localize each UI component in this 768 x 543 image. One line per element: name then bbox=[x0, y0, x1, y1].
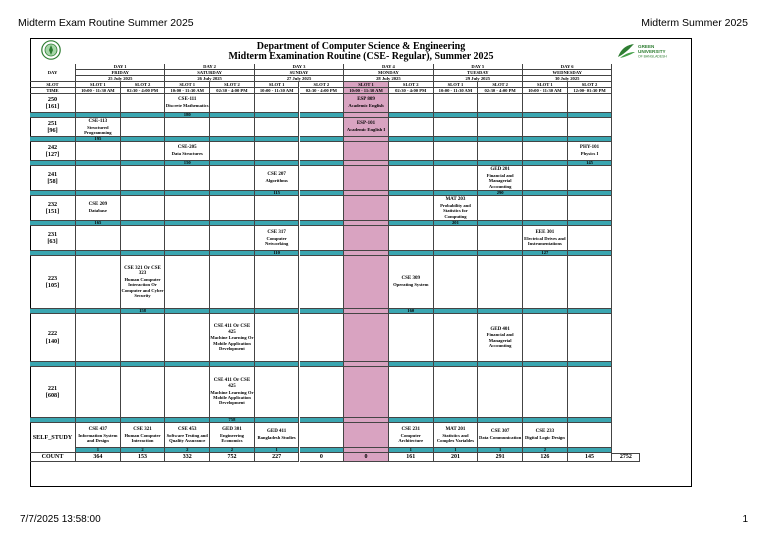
exam-student-count: 115 bbox=[255, 191, 300, 196]
empty-cell bbox=[300, 166, 345, 191]
empty-cell bbox=[434, 118, 479, 137]
empty-cell bbox=[255, 142, 300, 161]
batch-number: 241 bbox=[47, 170, 58, 178]
course-code: EEE 301 bbox=[535, 229, 555, 235]
empty-cell bbox=[568, 226, 613, 251]
time-label: 02:30 - 4:00 PM bbox=[210, 88, 255, 94]
course-title: Computer Networking bbox=[265, 235, 289, 246]
exam-student-count: 290 bbox=[478, 191, 523, 196]
exam-cell bbox=[165, 142, 210, 161]
course-title: Digital Logic Design bbox=[524, 435, 565, 441]
course-title: Machine Learning Or Mobile Application Development bbox=[210, 389, 254, 406]
empty-cell bbox=[121, 314, 166, 362]
empty-cell bbox=[389, 314, 434, 362]
time-label: 02:30 - 4:00 PM bbox=[478, 88, 523, 94]
batch-number: 221 bbox=[47, 384, 58, 392]
empty-cell bbox=[255, 196, 300, 221]
time-label: 02:30 - 4:00 PM bbox=[121, 88, 166, 94]
batch-number: 231 bbox=[47, 230, 58, 238]
course-title: Human Computer Interaction Or Computer and Cyber Security bbox=[121, 277, 164, 299]
empty-cell bbox=[568, 423, 613, 448]
empty-cell bbox=[76, 94, 121, 113]
course-title: Financial and Managerial Accounting bbox=[486, 332, 514, 349]
batch-student-count: [127] bbox=[45, 151, 60, 158]
time-label: 02:30 - 4:00 PM bbox=[300, 88, 345, 94]
exam-student-count: 150 bbox=[165, 161, 210, 166]
empty-cell bbox=[389, 196, 434, 221]
exam-cell bbox=[434, 196, 479, 221]
routine-sheet bbox=[30, 38, 706, 502]
empty-cell bbox=[255, 256, 300, 309]
self-study-cell bbox=[523, 423, 568, 448]
batch-label bbox=[30, 166, 76, 191]
empty-cell bbox=[210, 226, 255, 251]
time-label: 10:00 - 11:30 AM bbox=[523, 88, 568, 94]
course-title: Engineering Economics bbox=[219, 432, 244, 443]
course-title: Computer Architecture bbox=[398, 432, 424, 443]
slot-header-label: SLOT bbox=[30, 82, 76, 88]
exam-student-count: 127 bbox=[523, 251, 568, 256]
course-title: Operating System bbox=[393, 282, 429, 288]
empty-cell bbox=[568, 118, 613, 137]
batch-label bbox=[30, 94, 76, 113]
empty-cell bbox=[121, 226, 166, 251]
course-title: Information System and Design bbox=[78, 432, 118, 443]
count-value: 752 bbox=[210, 453, 255, 462]
empty-cell bbox=[121, 142, 166, 161]
batch-number: 222 bbox=[47, 330, 58, 338]
day-weekday: MONDAY bbox=[344, 70, 433, 76]
empty-cell bbox=[478, 226, 523, 251]
course-title: Structured Programming bbox=[84, 124, 112, 135]
time-header-label: TIME bbox=[30, 88, 76, 94]
course-code: GED 411 bbox=[266, 429, 287, 435]
time-label: 10:00 - 11:30 AM bbox=[434, 88, 479, 94]
course-code: GED 401 bbox=[490, 326, 510, 332]
empty-cell bbox=[300, 142, 345, 161]
slot-label: SLOT 2 bbox=[121, 82, 166, 88]
routine-title: Midterm Examination Routine (CSE- Regular), Summer 2025 bbox=[228, 51, 494, 62]
empty-cell bbox=[478, 367, 523, 418]
exam-cell bbox=[478, 166, 523, 191]
batch-label bbox=[30, 367, 76, 418]
count-value: 145 bbox=[568, 453, 613, 462]
course-title: Statistics and Complex Variables bbox=[436, 432, 474, 443]
empty-cell bbox=[300, 196, 345, 221]
batch-label bbox=[30, 118, 76, 137]
svg-text:OF BANGLADESH: OF BANGLADESH bbox=[638, 54, 667, 59]
course-code: CSE-113 bbox=[88, 118, 108, 124]
day-weekday: WEDNESDAY bbox=[523, 70, 612, 76]
exam-student-count: 110 bbox=[255, 251, 300, 256]
print-footer-left: 7/7/2025 13:58:00 bbox=[20, 514, 101, 525]
count-value: 291 bbox=[478, 453, 523, 462]
course-title: Probability and Statistics for Computing bbox=[440, 202, 471, 219]
empty-cell bbox=[523, 367, 568, 418]
course-title: Discrete Mathematics bbox=[165, 103, 209, 109]
course-code: CSE 411 Or CSE 425 bbox=[213, 323, 251, 335]
count-value: 227 bbox=[255, 453, 300, 462]
count-value: 0 bbox=[300, 453, 345, 462]
empty-cell bbox=[523, 256, 568, 309]
empty-cell bbox=[210, 166, 255, 191]
course-code: MAT 201 bbox=[445, 426, 466, 432]
slot-label: SLOT 2 bbox=[478, 82, 523, 88]
count-value: 332 bbox=[165, 453, 210, 462]
self-study-student-count: 2 bbox=[523, 448, 568, 453]
empty-cell bbox=[389, 118, 434, 137]
empty-cell bbox=[523, 94, 568, 113]
day-date: 30 July 2025 bbox=[523, 76, 612, 82]
day-weekday: SUNDAY bbox=[255, 70, 344, 76]
course-title: Financial and Managerial Accounting bbox=[486, 172, 514, 189]
empty-cell bbox=[165, 118, 210, 137]
empty-cell bbox=[255, 367, 300, 418]
empty-cell bbox=[121, 166, 166, 191]
empty-cell bbox=[344, 196, 389, 221]
day-date: 25 July 2025 bbox=[76, 76, 165, 82]
empty-cell bbox=[344, 166, 389, 191]
exam-student-count: 758 bbox=[210, 418, 255, 423]
course-code: CSE 233 bbox=[535, 429, 555, 435]
course-code: CSE 207 bbox=[267, 172, 286, 178]
course-code: GED 301 bbox=[222, 426, 242, 432]
empty-cell bbox=[523, 196, 568, 221]
empty-cell bbox=[300, 118, 345, 137]
exam-student-count: 195 bbox=[76, 137, 121, 142]
empty-cell bbox=[434, 367, 479, 418]
batch-number: 232 bbox=[47, 200, 58, 208]
batch-student-count: [96] bbox=[47, 127, 58, 134]
batch-student-count: [161] bbox=[45, 103, 60, 110]
day-date: 29 July 2025 bbox=[434, 76, 523, 82]
batch-label bbox=[30, 196, 76, 221]
self-study-cell bbox=[165, 423, 210, 448]
empty-cell bbox=[389, 226, 434, 251]
course-code: CSE 321 Or CSE 323 bbox=[124, 265, 161, 277]
exam-cell bbox=[568, 142, 613, 161]
batch-label bbox=[30, 226, 76, 251]
empty-cell bbox=[300, 226, 345, 251]
slot-label: SLOT 2 bbox=[300, 82, 345, 88]
exam-student-count: 165 bbox=[76, 221, 121, 226]
course-title: Bangladesh Studies bbox=[257, 435, 296, 441]
self-study-label: SELF_STUDY bbox=[30, 423, 76, 453]
day-date: 26 July 2025 bbox=[165, 76, 254, 82]
empty-cell bbox=[210, 256, 255, 309]
empty-cell bbox=[523, 314, 568, 362]
print-header-left: Midterm Exam Routine Summer 2025 bbox=[18, 17, 194, 29]
empty-cell bbox=[121, 94, 166, 113]
empty-cell bbox=[210, 118, 255, 137]
self-study-cell bbox=[121, 423, 166, 448]
self-study-student-count: 1 bbox=[478, 448, 523, 453]
empty-cell bbox=[344, 256, 389, 309]
exam-cell bbox=[389, 256, 434, 309]
exam-student-count: 158 bbox=[121, 309, 166, 314]
empty-cell bbox=[568, 314, 613, 362]
self-study-student-count: 2 bbox=[121, 448, 166, 453]
course-title: Academic English I bbox=[346, 127, 386, 133]
course-code: CSE 321 bbox=[133, 426, 152, 432]
batch-label bbox=[30, 256, 76, 309]
course-code: CSE 411 Or CSE 425 bbox=[213, 378, 251, 390]
slot-label: SLOT 2 bbox=[210, 82, 255, 88]
course-code: CSE 309 bbox=[401, 276, 420, 282]
count-value: 161 bbox=[389, 453, 434, 462]
empty-cell bbox=[121, 367, 166, 418]
exam-student-count: 201 bbox=[434, 221, 479, 226]
day-number: DAY 6 bbox=[523, 64, 612, 70]
svg-text:UNIVERSITY: UNIVERSITY bbox=[638, 49, 666, 54]
course-code: ESP 809 bbox=[357, 97, 375, 103]
empty-cell bbox=[523, 118, 568, 137]
batch-student-count: [63] bbox=[47, 238, 58, 245]
batch-number: 250 bbox=[47, 95, 58, 103]
empty-cell bbox=[568, 367, 613, 418]
empty-cell bbox=[344, 423, 389, 448]
batch-student-count: [608] bbox=[45, 392, 60, 399]
empty-cell bbox=[255, 314, 300, 362]
slot-label: SLOT 2 bbox=[568, 82, 613, 88]
self-study-cell bbox=[389, 423, 434, 448]
time-label: 10:00 - 11:30 AM bbox=[76, 88, 121, 94]
print-footer-right: 1 bbox=[742, 514, 748, 525]
count-value: 364 bbox=[76, 453, 121, 462]
batch-student-count: [105] bbox=[45, 282, 60, 289]
empty-cell bbox=[478, 196, 523, 221]
day-number: DAY 4 bbox=[344, 64, 433, 70]
empty-cell bbox=[434, 94, 479, 113]
empty-cell bbox=[434, 314, 479, 362]
exam-cell bbox=[121, 256, 166, 309]
self-study-cell bbox=[255, 423, 300, 448]
empty-cell bbox=[568, 196, 613, 221]
count-value: 0 bbox=[344, 453, 389, 462]
batch-number: 251 bbox=[47, 119, 58, 127]
course-title: Data Structures bbox=[171, 151, 203, 157]
day-weekday: SATURDAY bbox=[165, 70, 254, 76]
course-code: CSE 231 bbox=[401, 426, 420, 432]
empty-cell bbox=[434, 142, 479, 161]
empty-cell bbox=[344, 226, 389, 251]
empty-cell bbox=[523, 166, 568, 191]
empty-cell bbox=[300, 94, 345, 113]
course-code: MAT 203 bbox=[445, 197, 466, 203]
empty-cell bbox=[165, 314, 210, 362]
course-code: ESP-101 bbox=[356, 121, 376, 127]
empty-cell bbox=[76, 142, 121, 161]
empty-cell bbox=[478, 94, 523, 113]
exam-cell bbox=[76, 196, 121, 221]
time-label: 12:00- 01:30 PM bbox=[568, 88, 613, 94]
course-title: Electrical Drives and Instrumentations bbox=[524, 235, 566, 246]
course-title: Algorithms bbox=[265, 178, 288, 184]
day-weekday: FRIDAY bbox=[76, 70, 165, 76]
self-study-student-count: 1 bbox=[434, 448, 479, 453]
batch-number: 242 bbox=[47, 143, 58, 151]
count-value: 126 bbox=[523, 453, 568, 462]
empty-cell bbox=[568, 256, 613, 309]
day-weekday: TUESDAY bbox=[434, 70, 523, 76]
exam-cell bbox=[523, 226, 568, 251]
count-total: 2752 bbox=[612, 453, 640, 462]
self-study-cell bbox=[76, 423, 121, 448]
course-code: GED 201 bbox=[490, 167, 510, 173]
count-value: 153 bbox=[121, 453, 166, 462]
empty-cell bbox=[76, 367, 121, 418]
empty-cell bbox=[165, 256, 210, 309]
exam-cell bbox=[478, 314, 523, 362]
empty-cell bbox=[210, 142, 255, 161]
batch-label bbox=[30, 314, 76, 362]
empty-cell bbox=[568, 94, 613, 113]
course-title: Physics I bbox=[580, 151, 599, 157]
count-label: COUNT bbox=[30, 453, 76, 462]
self-study-cell bbox=[210, 423, 255, 448]
slot-label: SLOT 1 bbox=[523, 82, 568, 88]
empty-cell bbox=[255, 94, 300, 113]
empty-cell bbox=[300, 423, 345, 448]
empty-cell bbox=[76, 314, 121, 362]
day-number: DAY 5 bbox=[434, 64, 523, 70]
exam-cell bbox=[76, 118, 121, 137]
exam-cell bbox=[255, 226, 300, 251]
empty-cell bbox=[300, 367, 345, 418]
course-code: CSE 453 bbox=[177, 426, 197, 432]
empty-cell bbox=[255, 118, 300, 137]
print-header-right: Midterm Summer 2025 bbox=[641, 17, 748, 29]
course-title: Academic English bbox=[348, 103, 384, 109]
exam-cell bbox=[255, 166, 300, 191]
empty-cell bbox=[478, 118, 523, 137]
exam-student-count: 145 bbox=[568, 161, 613, 166]
course-code: CSE-205 bbox=[177, 145, 197, 151]
self-study-student-count: 2 bbox=[165, 448, 210, 453]
course-code: CSE 317 bbox=[267, 229, 286, 235]
count-value: 201 bbox=[434, 453, 479, 462]
self-study-student-count: 1 bbox=[76, 448, 121, 453]
empty-cell bbox=[210, 196, 255, 221]
course-title: Machine Learning Or Mobile Application Development bbox=[210, 335, 254, 351]
empty-cell bbox=[210, 94, 255, 113]
time-label: 10:00 - 11:30 AM bbox=[344, 88, 389, 94]
empty-cell bbox=[76, 166, 121, 191]
course-title: Database bbox=[88, 208, 107, 214]
exam-cell bbox=[210, 367, 255, 418]
exam-cell bbox=[165, 94, 210, 113]
exam-cell bbox=[344, 118, 389, 137]
empty-cell bbox=[165, 196, 210, 221]
course-title: Human Computer Interaction bbox=[124, 432, 161, 443]
day-date: 28 July 2025 bbox=[344, 76, 433, 82]
empty-cell bbox=[434, 226, 479, 251]
empty-cell bbox=[344, 314, 389, 362]
course-code: CSE 209 bbox=[88, 202, 108, 208]
slot-label: SLOT 1 bbox=[344, 82, 389, 88]
empty-cell bbox=[300, 256, 345, 309]
slot-label: SLOT 1 bbox=[434, 82, 479, 88]
day-header-label: DAY bbox=[30, 64, 76, 82]
self-study-cell bbox=[478, 423, 523, 448]
exam-student-count: 180 bbox=[165, 113, 210, 118]
empty-cell bbox=[300, 314, 345, 362]
day-number: DAY 1 bbox=[76, 64, 165, 70]
empty-cell bbox=[344, 142, 389, 161]
batch-label bbox=[30, 142, 76, 161]
course-title: Data Communication bbox=[479, 435, 522, 441]
empty-cell bbox=[165, 166, 210, 191]
empty-cell bbox=[165, 367, 210, 418]
empty-cell bbox=[568, 166, 613, 191]
svg-text:GREEN: GREEN bbox=[638, 44, 655, 49]
course-code: PHY-101 bbox=[579, 145, 600, 151]
day-number: DAY 2 bbox=[165, 64, 254, 70]
batch-student-count: [151] bbox=[45, 208, 60, 215]
day-date: 27 July 2025 bbox=[255, 76, 344, 82]
batch-student-count: [58] bbox=[47, 178, 58, 185]
slot-label: SLOT 1 bbox=[76, 82, 121, 88]
batch-student-count: [140] bbox=[45, 337, 60, 345]
self-study-cell bbox=[434, 423, 479, 448]
course-code: CSE 437 bbox=[88, 426, 108, 432]
course-title: Software Testing and Quality Assurance bbox=[166, 432, 208, 443]
slot-label: SLOT 1 bbox=[165, 82, 210, 88]
empty-cell bbox=[121, 118, 166, 137]
empty-cell bbox=[434, 166, 479, 191]
time-label: 02:30 - 4:00 PM bbox=[389, 88, 434, 94]
empty-cell bbox=[344, 367, 389, 418]
empty-cell bbox=[523, 142, 568, 161]
batch-number: 223 bbox=[47, 274, 58, 282]
time-label: 10:00 - 11:30 AM bbox=[165, 88, 210, 94]
course-code: CSE-111 bbox=[178, 97, 197, 103]
exam-student-count: 160 bbox=[389, 309, 434, 314]
day-number: DAY 3 bbox=[255, 64, 344, 70]
empty-cell bbox=[389, 142, 434, 161]
empty-cell bbox=[165, 226, 210, 251]
empty-cell bbox=[76, 256, 121, 309]
exam-cell bbox=[210, 314, 255, 362]
empty-cell bbox=[389, 367, 434, 418]
slot-label: SLOT 2 bbox=[389, 82, 434, 88]
empty-cell bbox=[121, 196, 166, 221]
self-study-student-count: 1 bbox=[389, 448, 434, 453]
empty-cell bbox=[389, 94, 434, 113]
empty-cell bbox=[478, 256, 523, 309]
exam-cell bbox=[344, 94, 389, 113]
empty-cell bbox=[478, 142, 523, 161]
self-study-student-count: 1 bbox=[255, 448, 300, 453]
time-label: 10:00 - 11:30 AM bbox=[255, 88, 300, 94]
department-title: Department of Computer Science & Engineering bbox=[256, 41, 466, 52]
empty-cell bbox=[76, 226, 121, 251]
self-study-student-count: 2 bbox=[210, 448, 255, 453]
course-code: CSE 307 bbox=[490, 429, 510, 435]
empty-cell bbox=[389, 166, 434, 191]
empty-cell bbox=[434, 256, 479, 309]
slot-label: SLOT 1 bbox=[255, 82, 300, 88]
